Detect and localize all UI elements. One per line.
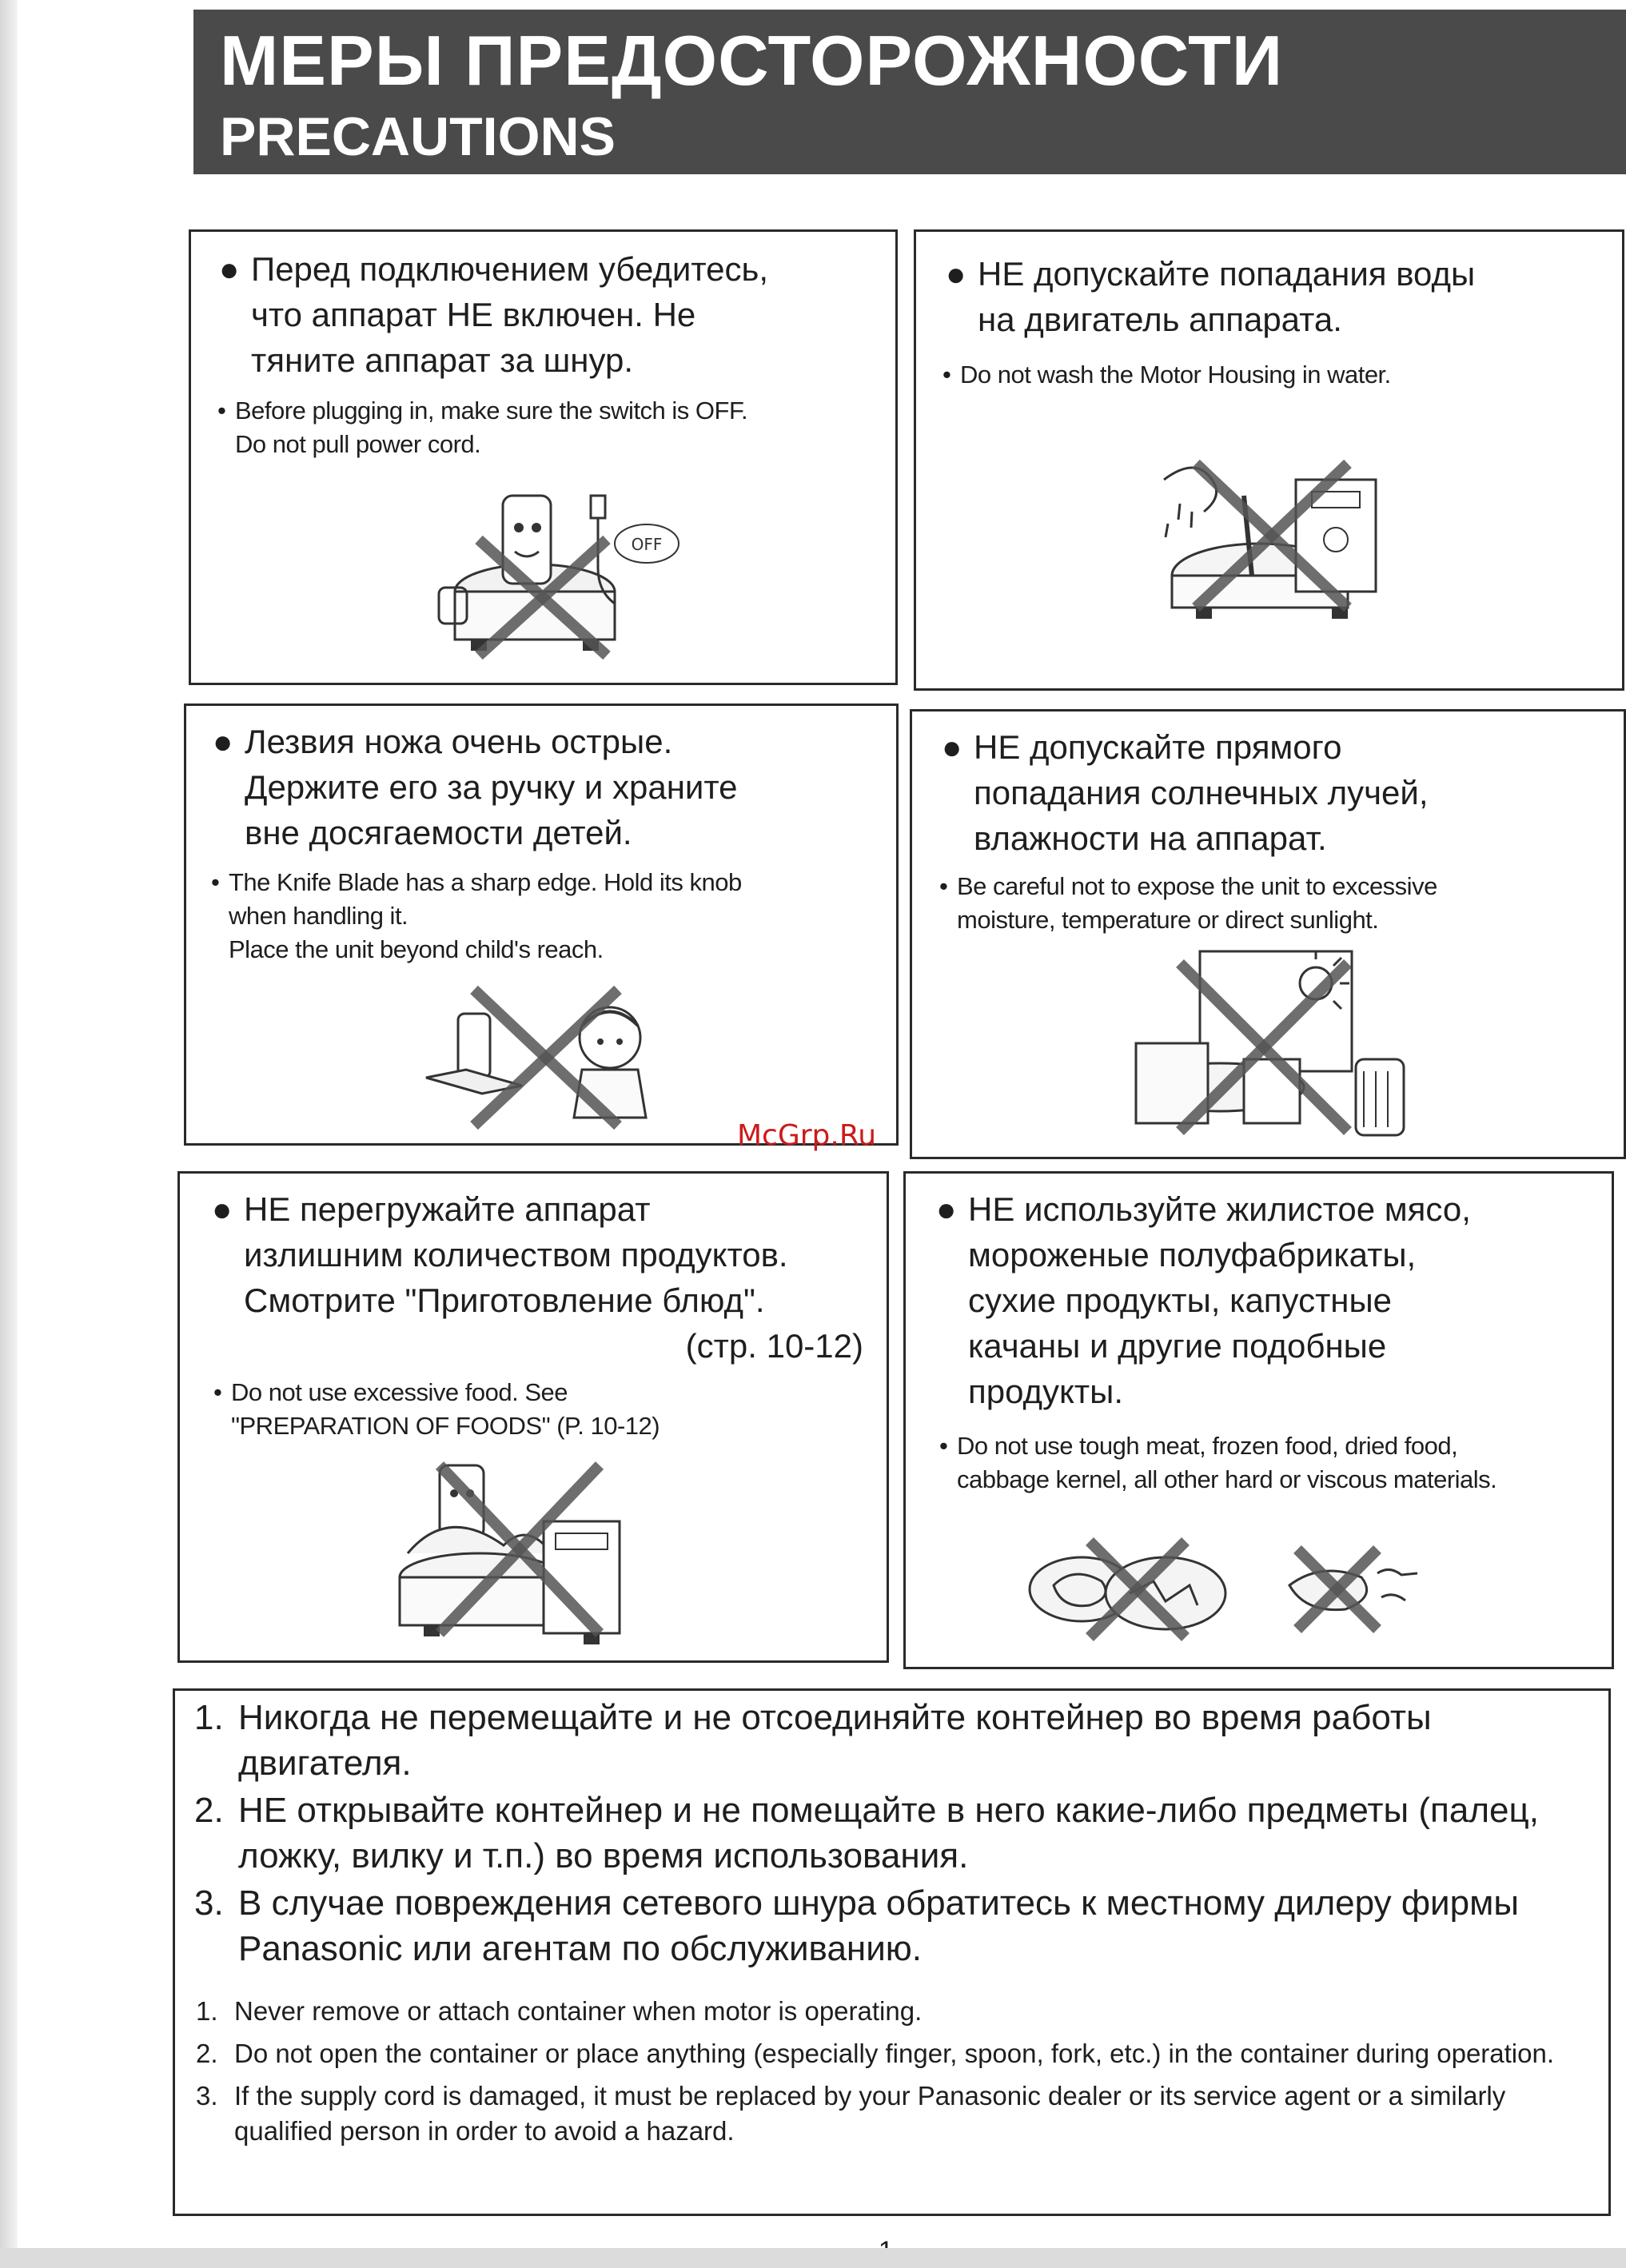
bullet-icon: • (217, 397, 226, 425)
panel-ru-text: ● НЕ допускайте попадания воды на двигатель аппарата. (978, 251, 1475, 342)
knife-blade-child-icon (418, 982, 674, 1134)
illustration-off-label: OFF (631, 535, 663, 554)
page-header (193, 10, 1626, 174)
bullet-icon: • (939, 872, 948, 900)
food-processor-plug-off-icon (431, 472, 687, 672)
list-item: 1. Никогда не перемещайте и не отсоединяйте контейнер во время работы двигателя. (194, 1698, 1432, 1783)
precaution-panel-sunlight (910, 709, 1626, 1159)
list-item: 3. If the supply cord is damaged, it must be replaced by your Panasonic dealer or its service agent or a similarly qualified person in order to avoid a hazard. (196, 2081, 1506, 2146)
bullet-icon: ● (213, 723, 233, 760)
panel-en-text: • Do not use excessive food. See "PREPARATION OF FOODS" (P. 10-12) (231, 1376, 660, 1443)
scan-edge (0, 0, 18, 2268)
bullet-icon: • (213, 1378, 222, 1406)
panel-ru-text: ● Перед подключением убедитесь, что аппарат НЕ включен. Не тяните аппарат за шнур. (251, 246, 768, 383)
panel-ru-text: ● Лезвия ножа очень острые. Держите его за ручку и храните вне досягаемости детей. (245, 719, 738, 855)
list-item: 3. В случае повреждения сетевого шнура обратитесь к местному дилеру фирмы Panasonic или агентам по обслуживанию. (194, 1883, 1519, 1968)
overloaded-processor-icon (392, 1449, 632, 1653)
list-item: 2. НЕ открывайте контейнер и не помещайте в него какие-либо предметы (палец, ложку, вилку и т.п.) во время использования. (194, 1791, 1539, 1875)
notes-list-en (196, 1994, 1587, 2156)
panel-ru-text: ● НЕ перегружайте аппарат излишним количеством продуктов. Смотрите "Приготовление блюд". (стр. 10-12) (244, 1186, 863, 1369)
panel-ru-text: ● НЕ допускайте прямого попадания солнечных лучей, влажности на аппарат. (974, 724, 1429, 861)
precaution-panel-tough-foods (903, 1171, 1614, 1669)
page-title-en: PRECAUTIONS (220, 106, 616, 167)
panel-en-text: • Do not wash the Motor Housing in water. (960, 358, 1391, 392)
panel-en-text: • Do not use tough meat, frozen food, dried food, cabbage kernel, all other hard or viscous materials. (957, 1429, 1496, 1497)
bullet-icon: • (211, 868, 220, 896)
precaution-panel-knife (184, 704, 899, 1146)
motor-housing-water-icon (1148, 448, 1396, 632)
bullet-icon: ● (946, 255, 966, 293)
watermark: McGrp.Ru (737, 1119, 877, 1152)
list-item: 1. Never remove or attach container when motor is operating. (196, 1996, 923, 2026)
bullet-icon: • (939, 1432, 948, 1460)
tough-foods-icon (1026, 1517, 1585, 1645)
bullet-icon: • (943, 361, 951, 389)
precaution-panel-power (189, 229, 898, 685)
panel-ru-text: ● НЕ используйте жилистое мясо, мороженые полуфабрикаты, сухие продукты, капустные качаны и другие подобные продукты. (968, 1186, 1471, 1414)
panel-en-text: • Before plugging in, make sure the switch is OFF. Do not pull power cord. (235, 394, 747, 461)
precaution-panel-water (914, 229, 1624, 691)
scan-bottom-band (0, 2248, 1626, 2268)
bullet-icon: ● (942, 728, 962, 766)
panel-en-text: • Be careful not to expose the unit to excessive moisture, temperature or direct sunlight. (957, 870, 1437, 937)
list-item: 2. Do not open the container or place anything (especially finger, spoon, fork, etc.) in the container during operation. (196, 2039, 1555, 2068)
page-title-ru: МЕРЫ ПРЕДОСТОРОЖНОСТИ (220, 21, 1284, 100)
bullet-icon: ● (219, 250, 240, 288)
bullet-icon: ● (212, 1190, 233, 1228)
bullet-icon: ● (936, 1190, 957, 1228)
precaution-panel-overload (177, 1171, 889, 1663)
panel-en-text: • The Knife Blade has a sharp edge. Hold its knob when handling it. Place the unit beyond child's reach. (229, 866, 742, 967)
notes-list-ru (194, 1695, 1585, 1973)
sunlight-heater-icon (1124, 947, 1420, 1143)
